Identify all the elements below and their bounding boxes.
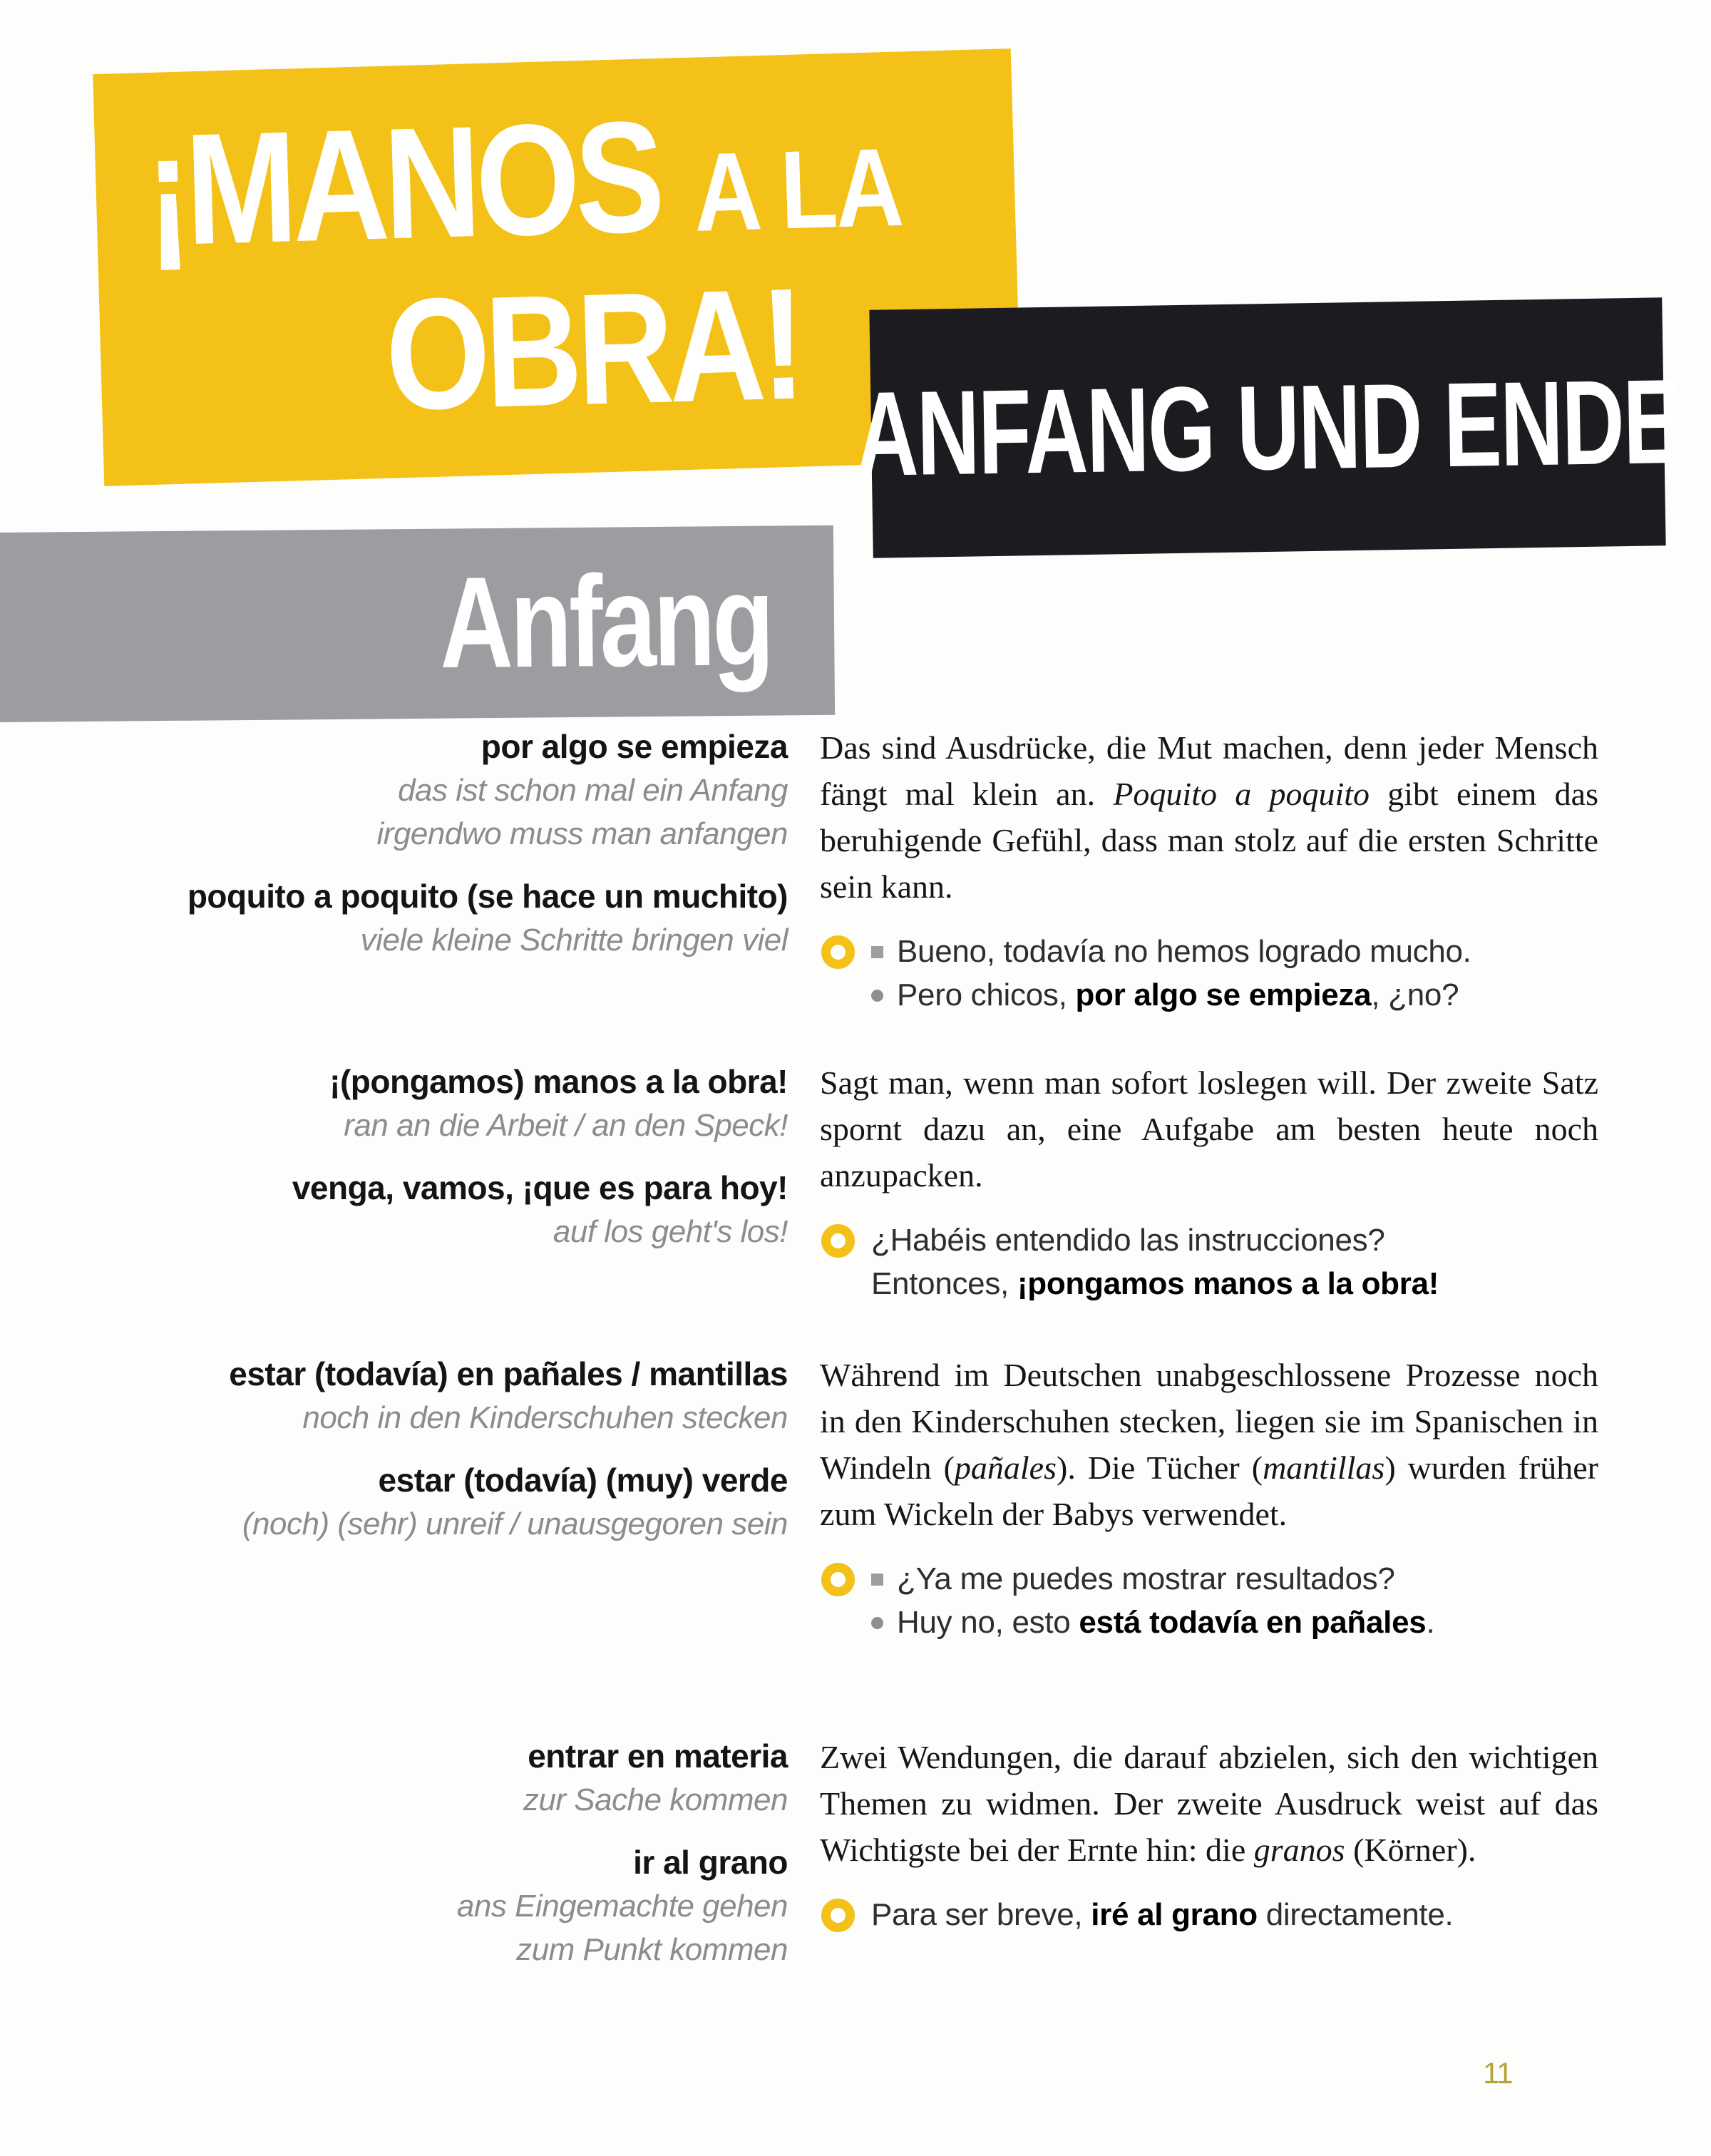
phrase-group: [114, 1059, 788, 1147]
text-segment: Pero chicos,: [897, 977, 1076, 1012]
bold-phrase-segment: ¡pongamos manos a la obra!: [1017, 1266, 1439, 1301]
text-segment: gibt einem das beruhigende Gefühl, dass man stolz auf die ersten Schritte sein kann.: [820, 776, 1598, 905]
phrase-column: [114, 1352, 788, 1546]
circle-bullet-icon: [871, 1617, 883, 1629]
title-word-obra: OBRA!: [383, 255, 803, 443]
text-segment: Entonces,: [871, 1266, 1017, 1301]
dialogue-line: [871, 1601, 1598, 1644]
text-segment: .: [1426, 1605, 1435, 1640]
text-segment: ). Die Tücher (: [1057, 1449, 1263, 1486]
text-segment: Huy no, esto: [897, 1605, 1079, 1640]
phrase-group: [114, 1734, 788, 1822]
phrase-column: [114, 724, 788, 962]
german-translation: zum Punkt kommen: [516, 1932, 788, 1967]
phrase-column: [114, 1734, 788, 1971]
ring-icon: [821, 1899, 855, 1932]
german-translation: noch in den Kinderschuhen stecken: [302, 1400, 788, 1435]
phrase-group: [114, 1166, 788, 1253]
dialogue-line: [871, 1218, 1598, 1262]
phrase-group: [114, 1352, 788, 1439]
bold-phrase-segment: por algo se empieza: [1075, 977, 1372, 1012]
circle-bullet-icon: [871, 990, 883, 1002]
explanation-paragraph: [820, 1734, 1598, 1873]
phrase-group: [114, 1458, 788, 1546]
text-segment: (Körner).: [1345, 1832, 1476, 1868]
text-segment: Bueno, todavía no hemos logrado mucho.: [897, 934, 1471, 969]
italic-term-segment: Poquito a poquito: [1113, 776, 1370, 812]
spanish-phrase: por algo se empieza: [481, 728, 788, 765]
phrase-group: [114, 724, 788, 856]
example-dialogue: [820, 1557, 1598, 1644]
italic-term-segment: granos: [1253, 1832, 1345, 1868]
square-bullet-icon: [871, 1574, 883, 1586]
text-segment: directamente.: [1257, 1897, 1454, 1932]
dialogue-line: [871, 1262, 1598, 1305]
ring-icon: [821, 935, 855, 969]
square-bullet-icon: [871, 946, 883, 958]
text-segment: Während im Deutschen unabgeschlossene Prozesse noch in den Kinderschuhen stecken, liegen sie im Spanischen in Windeln (: [820, 1357, 1598, 1486]
phrase-group: [114, 1840, 788, 1971]
spanish-phrase: venga, vamos, ¡que es para hoy!: [292, 1169, 788, 1206]
text-segment: ¿Ya me puedes mostrar resultados?: [897, 1561, 1395, 1596]
explanation-paragraph: [820, 724, 1598, 910]
chapter-banner-label: ANFANG UND ENDE: [854, 354, 1681, 501]
italic-term-segment: mantillas: [1263, 1449, 1385, 1486]
title-word-manos: ¡MANOS: [143, 88, 662, 279]
german-translation: irgendwo muss man anfangen: [376, 816, 788, 851]
spanish-phrase: estar (todavía) (muy) verde: [378, 1462, 788, 1499]
german-translation: viele kleine Schritte bringen viel: [360, 923, 788, 958]
dialogue-line: [871, 973, 1598, 1017]
explanation-column: [820, 1352, 1598, 1644]
example-dialogue: [820, 930, 1598, 1017]
german-translation: (noch) (sehr) unreif / unausgegoren sein: [242, 1506, 788, 1541]
bold-phrase-segment: está todavía en pañales: [1079, 1605, 1427, 1640]
german-translation: auf los geht's los!: [553, 1214, 788, 1249]
spanish-phrase: estar (todavía) en pañales / mantillas: [229, 1355, 788, 1392]
title-word-a-la: A LA: [692, 125, 903, 255]
spanish-phrase: poquito a poquito (se hace un muchito): [187, 878, 788, 915]
text-segment: ¿Habéis entendido las instrucciones?: [871, 1223, 1385, 1258]
phrase-group: [114, 874, 788, 962]
text-segment: Zwei Wendungen, die darauf abzielen, sich den wichtigen Themen zu widmen. Der zweite Ausdruck weist auf das Wichtigste bei der Ernte hin: die: [820, 1739, 1598, 1868]
ring-icon: [821, 1563, 855, 1596]
italic-term-segment: pañales: [954, 1449, 1057, 1486]
dialogue-line: [871, 930, 1598, 973]
example-dialogue: [820, 1218, 1598, 1305]
example-dialogue: [820, 1893, 1598, 1936]
dialogue-line: [871, 1893, 1598, 1936]
german-translation: ran an die Arbeit / an den Speck!: [344, 1108, 788, 1143]
section-banner-label: Anfang: [439, 548, 772, 696]
explanation-paragraph: [820, 1059, 1598, 1198]
explanation-column: [820, 1734, 1598, 1936]
german-translation: ans Eingemachte gehen: [456, 1889, 788, 1924]
german-translation: das ist schon mal ein Anfang: [398, 773, 788, 808]
explanation-column: [820, 724, 1598, 1017]
ring-icon: [821, 1224, 855, 1258]
german-translation: zur Sache kommen: [523, 1782, 788, 1817]
page-number: 11: [1483, 2056, 1513, 2090]
bold-phrase-segment: iré al grano: [1091, 1897, 1258, 1932]
explanation-paragraph: [820, 1352, 1598, 1537]
text-segment: , ¿no?: [1371, 977, 1459, 1012]
spanish-phrase: ¡(pongamos) manos a la obra!: [329, 1063, 788, 1100]
spanish-phrase: entrar en materia: [528, 1737, 788, 1775]
text-segment: Das sind Ausdrücke, die Mut machen, denn jeder Mensch fängt mal klein an.: [820, 729, 1598, 812]
text-segment: Para ser breve,: [871, 1897, 1091, 1932]
dialogue-line: [871, 1557, 1598, 1601]
phrase-column: [114, 1059, 788, 1253]
text-segment: ) wurden früher zum Wickeln der Babys verwendet.: [820, 1449, 1598, 1532]
explanation-column: [820, 1059, 1598, 1305]
text-segment: Sagt man, wenn man sofort loslegen will. Der zweite Satz spornt dazu an, eine Aufgabe am besten heute noch anzupacken.: [820, 1064, 1598, 1194]
spanish-phrase: ir al grano: [633, 1844, 788, 1881]
